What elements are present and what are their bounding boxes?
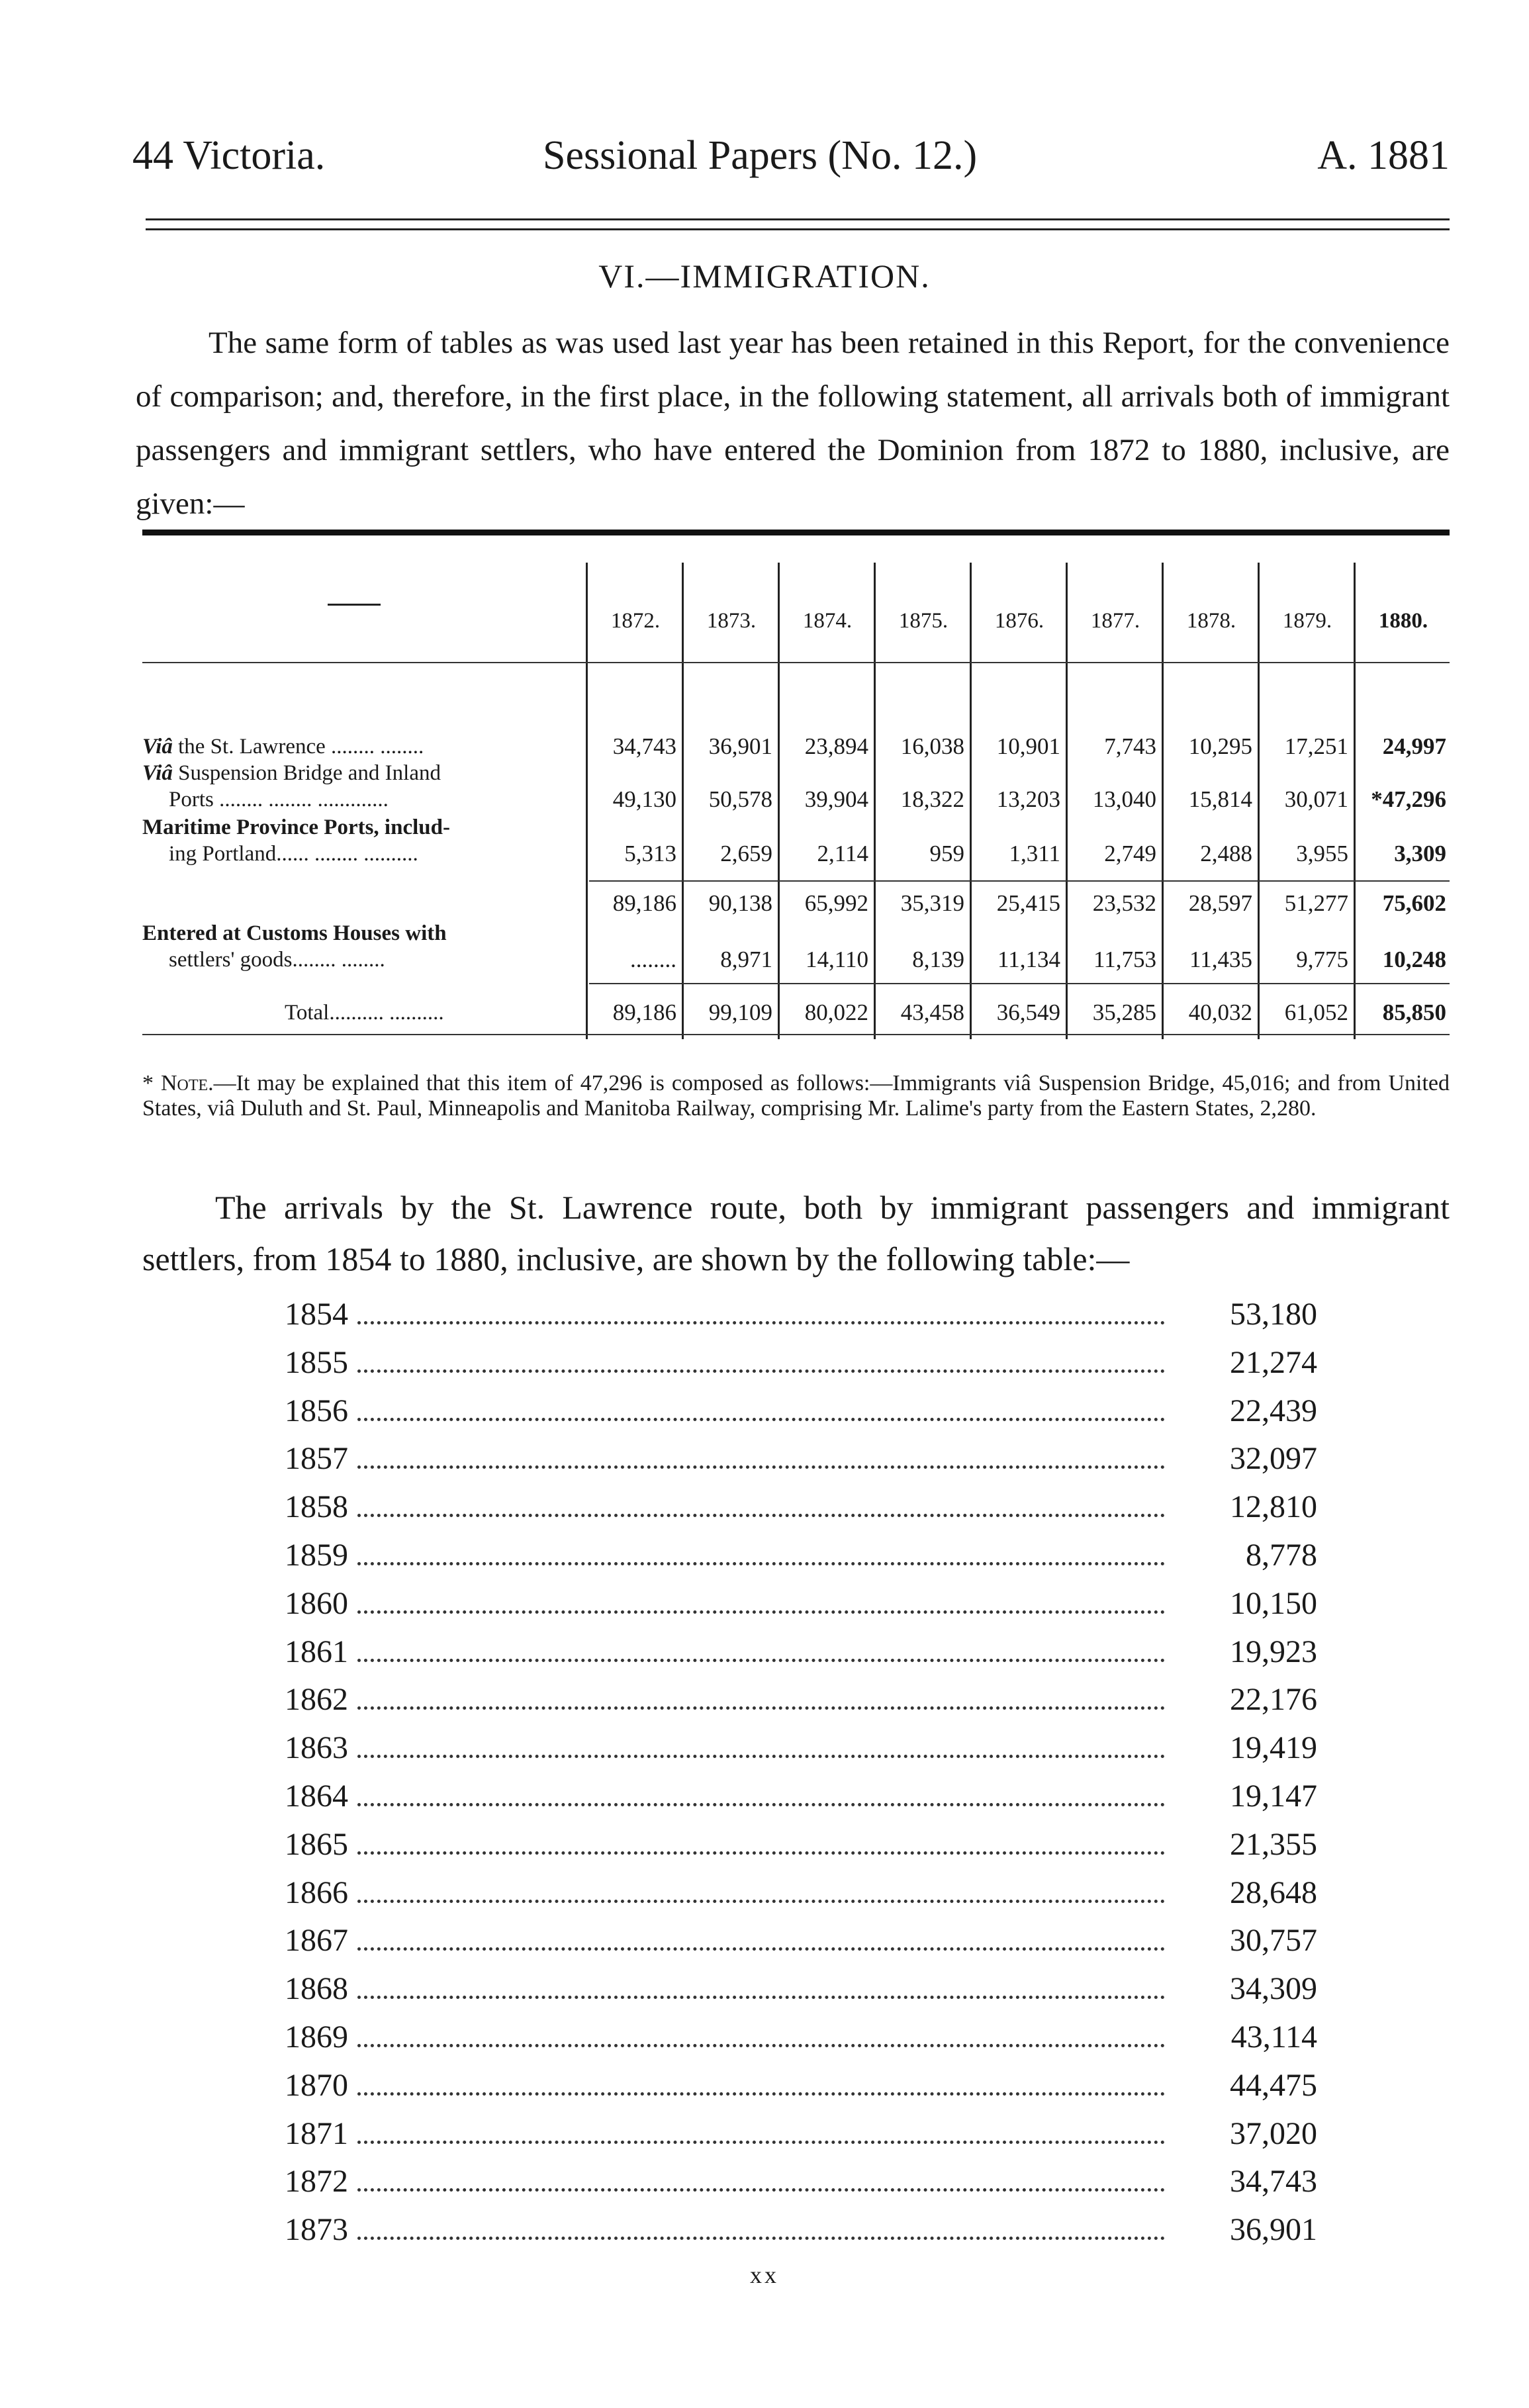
arrival-count: 37,020 — [1230, 2115, 1317, 2151]
header-center: Sessional Papers (No. 12.) — [543, 133, 978, 178]
arrival-year: 1855 — [285, 1344, 348, 1380]
arrival-count: 44,475 — [1230, 2067, 1317, 2103]
leader-dots — [357, 1652, 1165, 1662]
year-header: 1878. — [1186, 609, 1236, 633]
leader-dots — [357, 1893, 1165, 1903]
arrival-count: 32,097 — [1230, 1441, 1317, 1477]
list-item — [285, 2019, 1317, 2067]
header-rule-bottom — [146, 228, 1450, 230]
list-item — [285, 1344, 1317, 1393]
column-divider — [778, 563, 780, 1039]
arrival-year: 1870 — [285, 2067, 348, 2103]
page-number: xx — [750, 2262, 779, 2288]
table-cell: 2,114 — [817, 841, 868, 866]
table-cell: 13,203 — [996, 786, 1060, 812]
table-cell: 13,040 — [1092, 786, 1156, 812]
table-cell: 5,313 — [624, 841, 676, 866]
leader-dots — [357, 1604, 1165, 1614]
leader-dots — [357, 1507, 1165, 1517]
table-cell: 34,743 — [612, 733, 676, 759]
table-cell: 35,319 — [900, 890, 964, 916]
arrival-count: 21,274 — [1230, 1344, 1317, 1380]
table-cell: 40,032 — [1188, 999, 1252, 1025]
arrival-year: 1861 — [285, 1634, 348, 1669]
arrival-year: 1865 — [285, 1826, 348, 1862]
list-item — [285, 1440, 1317, 1489]
table-cell: 65,992 — [804, 890, 868, 916]
column-divider — [1162, 563, 1164, 1039]
arrival-year: 1854 — [285, 1297, 348, 1332]
list-item — [285, 1681, 1317, 1730]
arrival-count: 19,923 — [1230, 1634, 1317, 1669]
table-cell: 10,295 — [1188, 733, 1252, 759]
arrival-year: 1860 — [285, 1585, 348, 1621]
year-header: 1879. — [1282, 609, 1332, 633]
list-item — [285, 1393, 1317, 1441]
table-footnote — [142, 1071, 1450, 1121]
arrival-count: 22,176 — [1230, 1682, 1317, 1718]
table-cell: 50,578 — [708, 786, 772, 812]
table-top-rule — [142, 530, 1450, 535]
leader-dots — [357, 2086, 1165, 2096]
total-rule — [589, 983, 1450, 984]
list-item — [285, 1826, 1317, 1875]
table-cell: ........ — [630, 947, 676, 972]
table-cell: 16,038 — [900, 733, 964, 759]
column-divider — [874, 563, 876, 1039]
arrival-year: 1856 — [285, 1393, 348, 1428]
table-cell: 14,110 — [806, 947, 868, 972]
row-label-maritime-cont: ing Portland...... ........ .......... — [169, 842, 418, 866]
list-item — [285, 1537, 1317, 1585]
arrival-year: 1872 — [285, 2164, 348, 2200]
year-header: 1873. — [706, 609, 757, 633]
list-item — [285, 2115, 1317, 2164]
row-label-customs-cont: settlers' goods........ ........ — [169, 948, 385, 972]
subtotal-rule — [589, 880, 1450, 882]
table-cell: 99,109 — [708, 999, 772, 1025]
table-cell: 36,549 — [996, 999, 1060, 1025]
table-cell: 15,814 — [1188, 786, 1252, 812]
table-cell: 10,248 — [1382, 947, 1446, 972]
table-cell: 49,130 — [612, 786, 676, 812]
table-cell: 1,311 — [1009, 841, 1060, 866]
row-label-total: Total.......... .......... — [285, 1001, 444, 1025]
table-cell: 51,277 — [1284, 890, 1348, 916]
arrival-count: 53,180 — [1230, 1297, 1317, 1332]
table-cell: 11,134 — [997, 947, 1060, 972]
table-cell: 10,901 — [996, 733, 1060, 759]
table-cell: 30,071 — [1284, 786, 1348, 812]
table-cell: 75,602 — [1382, 890, 1446, 916]
arrival-count: 12,810 — [1230, 1489, 1317, 1525]
year-header: 1875. — [898, 609, 949, 633]
table-cell: 25,415 — [996, 890, 1060, 916]
leader-dots — [357, 1941, 1165, 1951]
list-item — [285, 2067, 1317, 2115]
table-cell: 28,597 — [1188, 890, 1252, 916]
table-cell: 18,322 — [900, 786, 964, 812]
list-item — [285, 1296, 1317, 1344]
table-cell: 8,971 — [720, 947, 772, 972]
arrival-year: 1869 — [285, 2019, 348, 2055]
list-item — [285, 2163, 1317, 2211]
arrivals-list-1854-1873 — [285, 1296, 1317, 2260]
arrival-count: 28,648 — [1230, 1875, 1317, 1910]
table-cell: 7,743 — [1104, 733, 1156, 759]
list-item — [285, 1922, 1317, 1970]
list-item — [285, 1585, 1317, 1634]
leader-dots — [357, 1315, 1165, 1324]
table-cell: 11,753 — [1093, 947, 1156, 972]
arrival-year: 1862 — [285, 1682, 348, 1718]
table-cell: 2,488 — [1200, 841, 1252, 866]
table-cell: 39,904 — [804, 786, 868, 812]
year-header: 1877. — [1090, 609, 1140, 633]
table-cell: 90,138 — [708, 890, 772, 916]
year-header: 1872. — [610, 609, 661, 633]
leader-dots — [357, 1796, 1165, 1806]
section-title: VI.—IMMIGRATION. — [598, 257, 931, 295]
arrivals-table-1872-1880 — [142, 549, 1450, 1046]
table-cell: 35,285 — [1092, 999, 1156, 1025]
table-cell: 8,139 — [912, 947, 964, 972]
column-divider — [1066, 563, 1068, 1039]
list-item — [285, 1730, 1317, 1778]
leader-dots — [357, 2037, 1165, 2047]
arrival-count: 34,743 — [1230, 2164, 1317, 2200]
leader-dots — [357, 1700, 1165, 1710]
table-cell: 36,901 — [708, 733, 772, 759]
arrival-year: 1857 — [285, 1441, 348, 1477]
arrival-count: 34,309 — [1230, 1971, 1317, 2007]
footnote-marker: * Note. — [142, 1071, 214, 1095]
leader-dots — [357, 2230, 1165, 2240]
year-header: 1880. — [1378, 609, 1428, 633]
arrival-year: 1867 — [285, 1923, 348, 1959]
column-divider — [1354, 563, 1356, 1039]
table-cell: 89,186 — [612, 890, 676, 916]
table-cell: 85,850 — [1382, 999, 1446, 1025]
leader-dots — [357, 1989, 1165, 1999]
table-cell: 11,435 — [1189, 947, 1252, 972]
arrival-count: 36,901 — [1230, 2212, 1317, 2248]
table-cell: 80,022 — [804, 999, 868, 1025]
table-cell: 24,997 — [1382, 733, 1446, 759]
leader-dots — [357, 1845, 1165, 1855]
list-item — [285, 1970, 1317, 2019]
list-item — [285, 1778, 1317, 1826]
running-header — [132, 132, 1450, 185]
leader-dots — [357, 2182, 1165, 2192]
table-cell: 61,052 — [1284, 999, 1348, 1025]
list-item — [285, 1634, 1317, 1682]
table-cell: 2,659 — [720, 841, 772, 866]
arrival-year: 1864 — [285, 1778, 348, 1814]
row-label-customs: Entered at Customs Houses with — [142, 921, 447, 945]
arrival-count: 19,419 — [1230, 1730, 1317, 1766]
row-label-suspension-cont: Ports ........ ........ ............. — [169, 788, 389, 811]
column-divider — [682, 563, 684, 1039]
column-divider — [1258, 563, 1260, 1039]
leader-dots — [357, 1411, 1165, 1421]
row-label-maritime: Maritime Province Ports, includ- — [142, 815, 450, 839]
arrival-count: 43,114 — [1230, 2019, 1317, 2055]
arrival-count: 8,778 — [1246, 1537, 1317, 1573]
table-bottom-rule — [142, 1034, 1450, 1035]
year-header: 1876. — [994, 609, 1044, 633]
arrival-year: 1866 — [285, 1875, 348, 1910]
leader-dots — [357, 1363, 1165, 1373]
arrival-count: 22,439 — [1230, 1393, 1317, 1428]
header-rule — [142, 662, 1450, 663]
arrival-year: 1868 — [285, 1971, 348, 2007]
column-divider — [970, 563, 972, 1039]
arrival-year: 1873 — [285, 2212, 348, 2248]
arrival-count: 19,147 — [1230, 1778, 1317, 1814]
table-cell: 959 — [929, 841, 964, 866]
arrival-year: 1871 — [285, 2115, 348, 2151]
header-left: 44 Victoria. — [132, 133, 326, 178]
header-right: A. 1881 — [1317, 133, 1450, 178]
year-header: 1874. — [802, 609, 853, 633]
footnote-text: —It may be explained that this item of 47,296 is composed as follows:—Immigrants viâ Suspension Bridge, 45,016; and from United States, viâ Duluth and St. Paul, Minneapolis and Manitoba Railway, comprising Mr. Lalime's party from the Eastern States, 2,280. — [142, 1071, 1450, 1121]
list-item — [285, 2211, 1317, 2260]
leader-dots — [357, 1555, 1165, 1565]
leader-dots — [357, 1459, 1165, 1469]
table-cell: 9,775 — [1296, 947, 1348, 972]
leader-dots — [357, 2134, 1165, 2144]
row-label-suspension: Viâ Suspension Bridge and Inland — [142, 761, 441, 785]
table-cell: 23,532 — [1092, 890, 1156, 916]
table-cell: 3,309 — [1394, 841, 1446, 866]
leader-dots — [357, 1748, 1165, 1758]
arrival-year: 1858 — [285, 1489, 348, 1525]
row-label-st-lawrence: Viâ the St. Lawrence ........ ........ — [142, 735, 424, 759]
intro-paragraph: The same form of tables as was used last year has been retained in this Report, for the convenience of comparison; and, therefore, in the first place, in the following statement, all arrivals both of immigrant passengers and immigrant settlers, who have entered the Dominion from 1872 to 1880, inclusive, are given:— — [136, 326, 1450, 521]
arrival-count: 21,355 — [1230, 1826, 1317, 1862]
table-cell: 2,749 — [1104, 841, 1156, 866]
arrival-count: 10,150 — [1230, 1585, 1317, 1621]
table-cell: 17,251 — [1284, 733, 1348, 759]
table-cell: 23,894 — [804, 733, 868, 759]
arrival-year: 1859 — [285, 1537, 348, 1573]
header-rule-top — [146, 218, 1450, 220]
list-item — [285, 1875, 1317, 1923]
table-cell: 3,955 — [1296, 841, 1348, 866]
table-cell: 89,186 — [612, 999, 676, 1025]
arrival-count: 30,757 — [1230, 1923, 1317, 1959]
stub-header-dash — [328, 604, 381, 606]
list-item — [285, 1489, 1317, 1537]
table-cell: 43,458 — [900, 999, 964, 1025]
arrival-year: 1863 — [285, 1730, 348, 1766]
st-lawrence-paragraph: The arrivals by the St. Lawrence route, both by immigrant passengers and immigrant settlers, from 1854 to 1880, inclusive, are shown by the following table:— — [142, 1189, 1450, 1277]
table-cell: *47,296 — [1371, 786, 1446, 812]
